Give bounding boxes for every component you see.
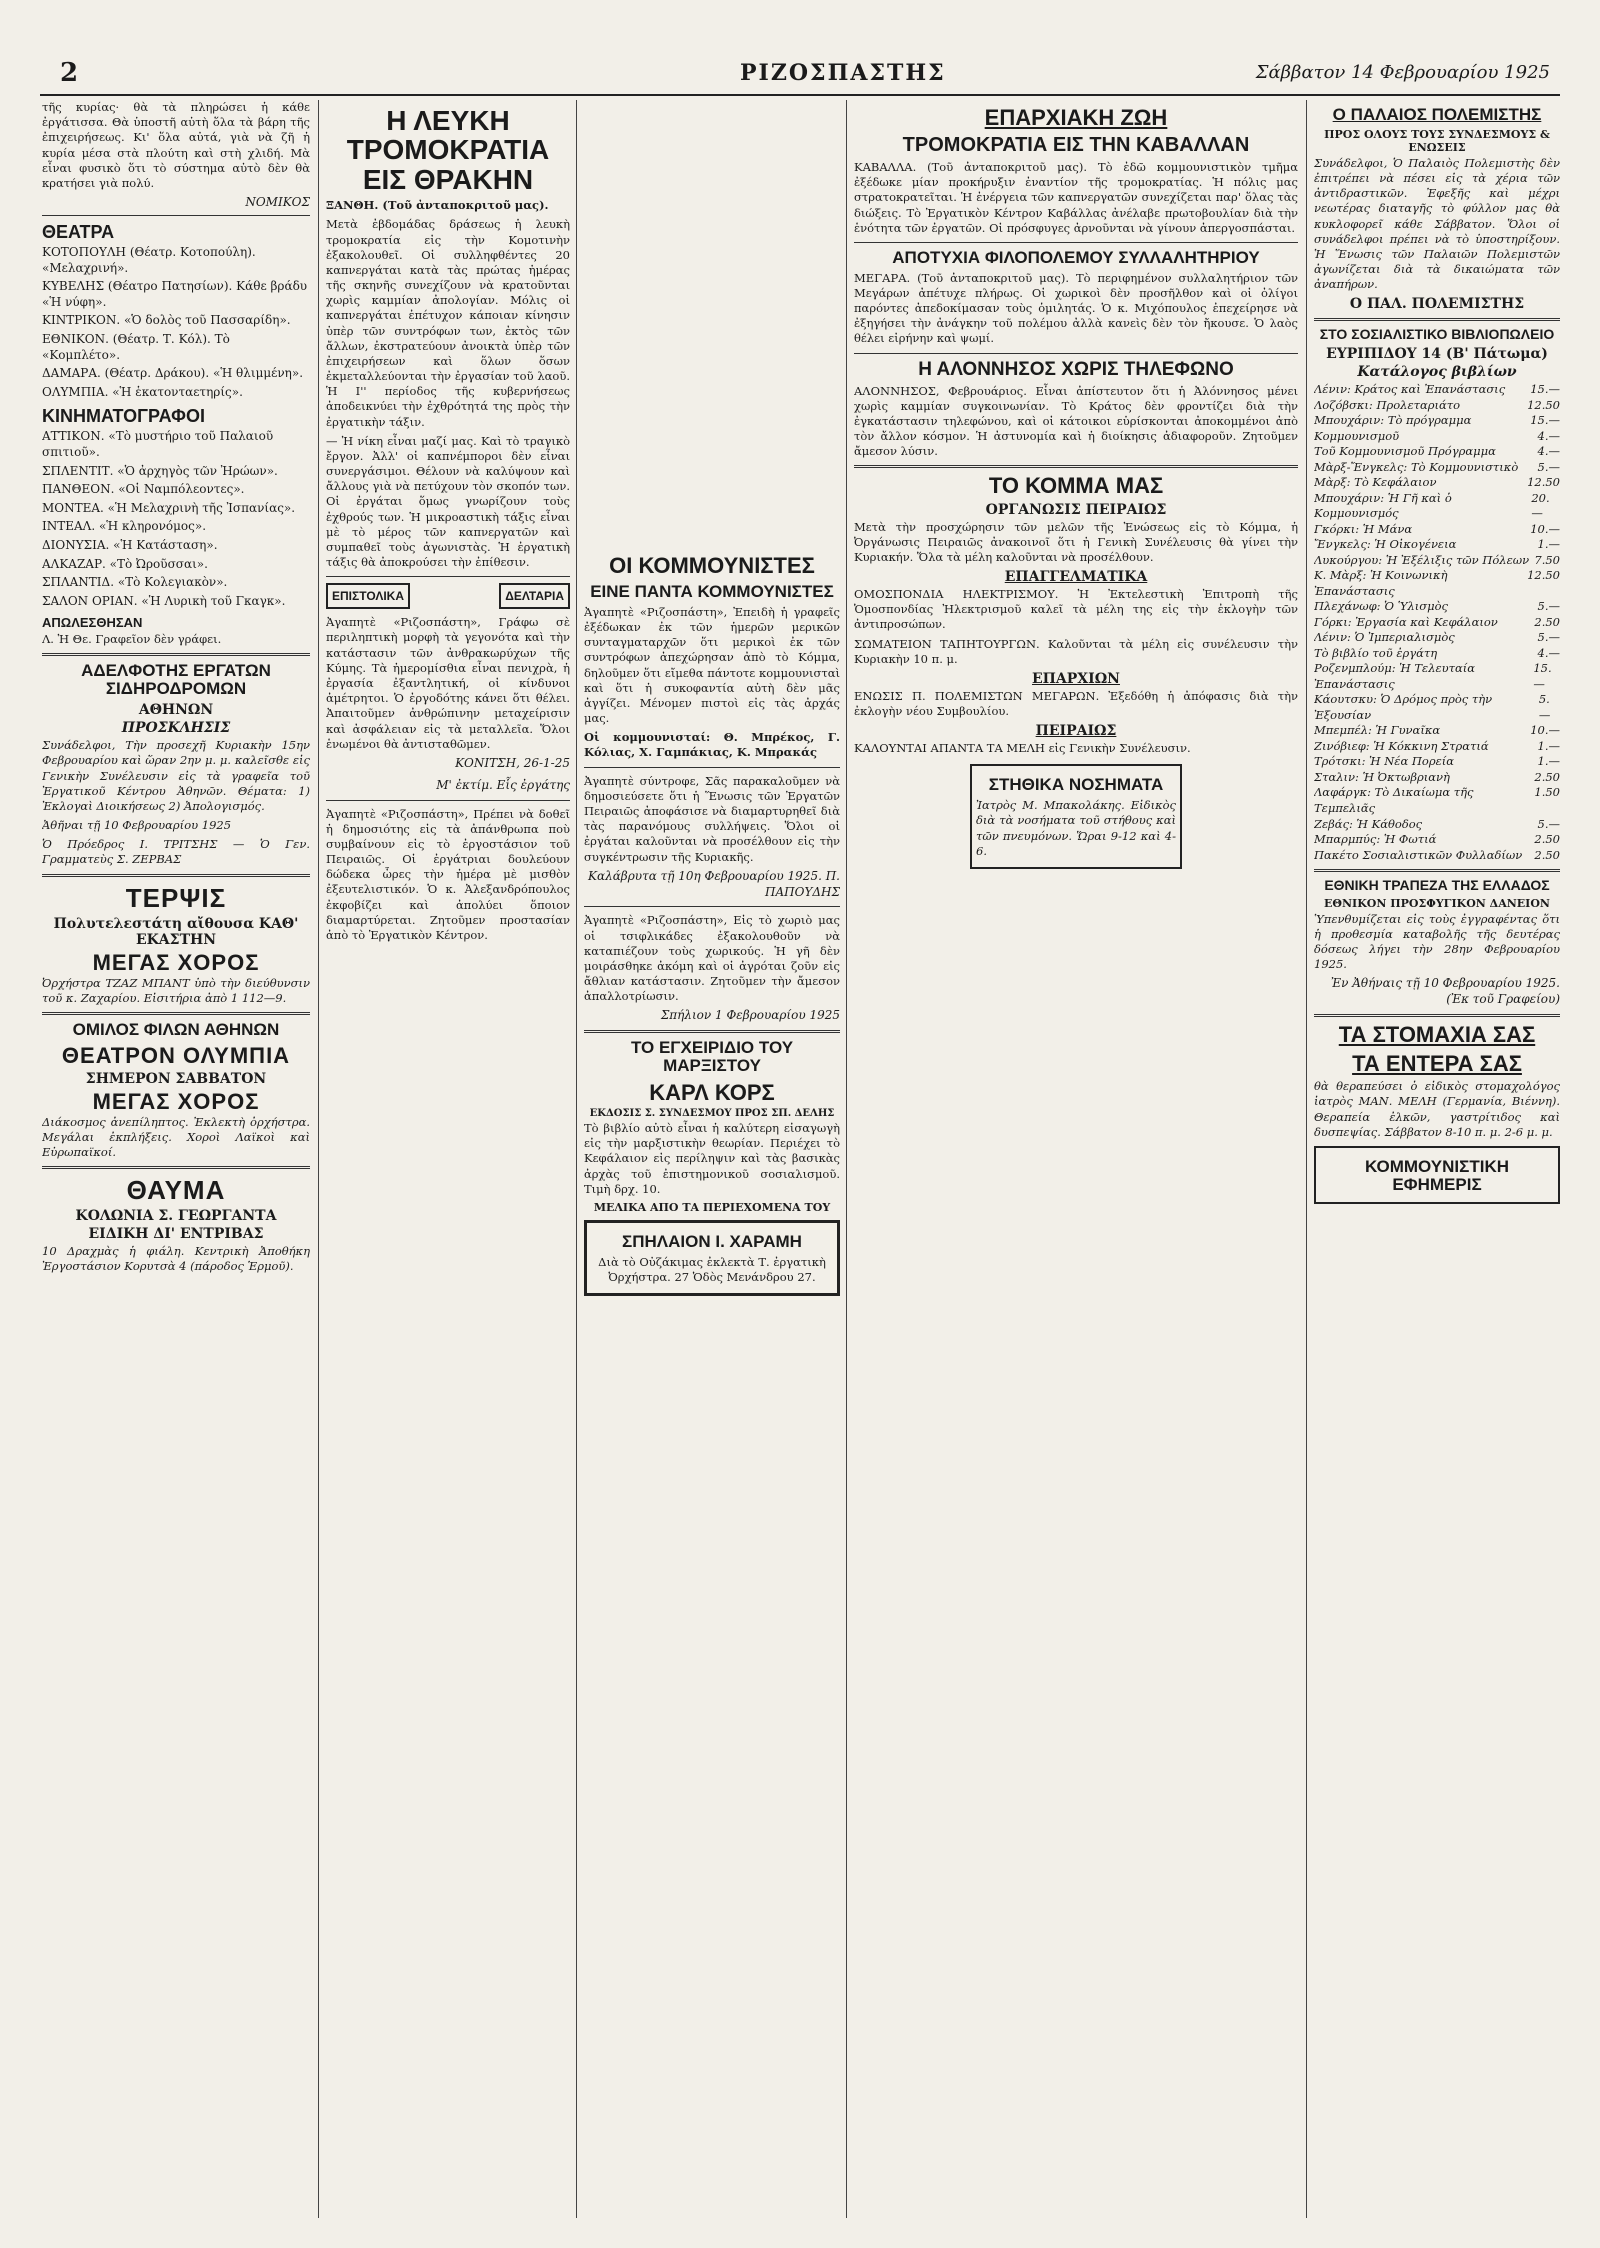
chest-diseases-text: Ἰατρὸς Μ. Μπακολάκης. Εἰδικὸς διὰ τὰ νοσήματα τοῦ στήθους καὶ τῶν πνευμόνων. Ὥραι 9-12 καὶ 4-6. <box>976 798 1176 858</box>
issue-date: Σάββατον 14 Φεβρουαρίου 1925 <box>1255 62 1550 83</box>
olympia-title: ΘΕΑΤΡΟΝ ΟΛΥΜΠΙΑ <box>61 1042 291 1068</box>
dateline: ΞΑΝΘΗ. (Τοῦ ἀνταποκριτοῦ μας). <box>326 198 549 213</box>
lost-text: Λ. Ἡ Θε. Γραφεῖον δὲν γράφει. <box>42 632 222 647</box>
theater-item: ΚΥΒΕΛΗΣ (Θέατρο Πατησίων). Κάθε βράδυ «Ἡ νύφη». <box>42 279 308 309</box>
catalog-title: Κατάλογος βιβλίων <box>1357 364 1517 381</box>
divider <box>584 767 840 768</box>
olympia-ball: ΜΕΓΑΣ ΧΟΡΟΣ <box>92 1088 260 1114</box>
communists-text: Ἀγαπητὲ «Ριζοσπάστη», Ἐπειδὴ ἡ γραφεῖς ἐξέδωκαν ἐκ τῶν ἡμερῶν μερικῶν συνταγματαρχῶν ὅτι μερικοὶ ἐκ τῶν συντρόφων ἀπεχώρησαν ἀπὸ τὸ Κόμμα, δηλοῦμεν ὅτι εἴμεθα πάντοτε κομμουνισταὶ καὶ ὅτι ἡ συκοφαντία αὐτὴ δὲν μᾶς ἀγγίζει. Μένομεν πιστοὶ εἰς τὰς ἀρχάς μας. <box>584 604 840 726</box>
top-rule <box>40 94 1560 96</box>
union-invite: ΠΡΟΣΚΛΗΣΙΣ <box>121 720 231 737</box>
divider <box>1314 869 1560 872</box>
letters-header <box>326 583 570 609</box>
book-item: Μπεμπέλ: Ἡ Γυναῖκα 10.— <box>1314 723 1560 738</box>
party-text: Μετὰ τὴν προσχώρησιν τῶν μελῶν τῆς Ἑνώσεως εἰς τὸ Κόμμα, ἡ Ὀργάνωσις Πειραιῶς ἀνακοινοῖ ὅτι ἡ Γενικὴ Συνέλευσις θὰ γίνει τὴν Κυριακήν. Ὅλα τὰ μέλη καλοῦνται νὰ προσέλθουν. <box>854 519 1298 564</box>
column-1 <box>42 100 310 2218</box>
page-number: 2 <box>60 58 79 88</box>
divider <box>584 1030 840 1033</box>
marx-text: Τὸ βιβλίο αὐτὸ εἶναι ἡ καλύτερη εἰσαγωγὴ εἰς τὴν μαρξιστικὴν θεωρίαν. Περιέχει τὸ Κεφάλαιον εἰς περίληψιν καὶ τὰς βασικὰς ἀρχὰς τοῦ ἐπιστημονικοῦ σοσιαλισμοῦ. Τιμὴ δρχ. 10. <box>584 1120 840 1196</box>
letter-signature: Μ' ἐκτίμ. Εἷς ἐργάτης <box>436 777 570 792</box>
column-rule <box>576 100 577 2218</box>
bank-text: Ὑπενθυμίζεται εἰς τοὺς ἐγγραφέντας ὅτι ἡ προθεσμία καταβολῆς τῆς δευτέρας δόσεως λήγει τὴν 28ην Φεβρουαρίου 1925. <box>1314 911 1560 972</box>
terpsis-subtitle: Πολυτελεστάτη αἴθουσα ΚΑΘ' ΕΚΑΣΤΗΝ <box>53 915 299 948</box>
marx-title: ΤΟ ΕΓΧΕΙΡΙΔΙΟ ΤΟΥ ΜΑΡΞΙΣΤΟΥ <box>630 1038 794 1076</box>
letter-text: Ἀγαπητὲ «Ριζοσπάστη», Εἰς τὸ χωριὸ μας οἱ τσιφλικάδες ἐξακολουθοῦν νὰ καταπιέζουν τοὺς χωρικούς. Ἡ γῆ δὲν μοιράσθηκε ἀκόμη καὶ οἱ ἀγρόται ζοῦν εἰς ἄθλιαν κατάστασιν. Ζητοῦμεν τὴν ἄμεσον ἀπαλλοτρίωσιν. <box>584 913 840 1004</box>
book-item: Λυκούργου: Ἡ Ἐξέλιξις τῶν Πόλεων 7.50 <box>1314 552 1560 567</box>
book-item: Τὸ βιβλίο τοῦ ἐργάτη 4.— <box>1314 645 1560 660</box>
union-subtitle: ΑΘΗΝΩΝ <box>138 702 214 719</box>
cinema-item: ΔΙΟΝΥΣΙΑ. «Ἡ Κατάσταση». <box>42 537 218 552</box>
column-5 <box>1314 100 1560 2218</box>
book-item: Μπουχάριν: Τὸ πρόγραμμα 15.— <box>1314 413 1560 428</box>
communists-signatures: Οἱ κομμουνισταί: Θ. Μπρέκος, Γ. Κόλιας, Χ. Γαμπάκιας, Κ. Μπρακάς <box>584 730 840 760</box>
marx-author: ΚΑΡΛ ΚΟΡΣ <box>649 1079 775 1105</box>
union-title: ΑΔΕΛΦΟΤΗΣ ΕΡΓΑΤΩΝ ΣΙΔΗΡΟΔΡΟΜΩΝ <box>81 661 271 699</box>
chest-diseases-title: ΣΤΗΘΙΚΑ ΝΟΣΗΜΑΤΑ <box>988 775 1164 795</box>
marx-contents: ΜΕΛΙΚΑ ΑΠΟ ΤΑ ΠΕΡΙΕΧΟΜΕΝΑ ΤΟΥ <box>593 1200 831 1214</box>
column-3 <box>584 548 840 2218</box>
professional-heading: ΕΠΑΓΓΕΛΜΑΤΙΚΑ <box>1004 569 1148 586</box>
cards-label: ΔΕΛΤΑΡΙΑ <box>499 583 570 609</box>
book-item: Ζινόβιεφ: Ἡ Κόκκινη Στρατιά 1.— <box>1314 738 1560 753</box>
theater-item: ΔΑΜΑΡΑ. (Θέατρ. Δράκου). «Ἡ θλιμμένη». <box>42 366 304 381</box>
divider <box>42 1012 310 1015</box>
veterans-subtitle: ΠΡΟΣ ΟΛΟΥΣ ΤΟΥΣ ΣΥΝΔΕΣΜΟΥΣ & ΕΝΩΣΕΙΣ <box>1324 127 1550 154</box>
lost-heading: ΑΠΩΛΕΣΘΗΣΑΝ <box>42 615 143 631</box>
olympia-text: Διάκοσμος ἀνεπίληπτος. Ἐκλεκτὴ ὀρχήστρα. Μεγάλαι ἐκπλήξεις. Χοροὶ Λαϊκοὶ καὶ Εὐρωπαϊκοί. <box>42 1114 310 1160</box>
club-title: ΟΜΙΛΟΣ ΦΙΛΩΝ ΑΘΗΝΩΝ <box>72 1019 280 1039</box>
book-item: Λένιν: Κράτος καὶ Ἐπανάστασις 15.— <box>1314 382 1560 397</box>
stomach-title: ΤΑ ΣΤΟΜΑΧΙΑ ΣΑΣ <box>1338 1022 1536 1048</box>
bank-signature: Ἐν Ἀθήναις τῇ 10 Φεβρουαρίου 1925. (Ἐκ τοῦ Γραφείου) <box>1330 976 1560 1007</box>
divider <box>326 576 570 577</box>
divider <box>854 353 1298 354</box>
petition-text: Ἀγαπητὲ σύντροφε, Σᾶς παρακαλοῦμεν νὰ δημοσιεύσετε ὅτι ἡ Ἕνωσις τῶν Ἐργατῶν Πειραιῶς ἀποφάσισε νὰ διαμαρτυρηθεῖ διὰ τὰς παρανόμους συλλήψεις. Ὅλοι οἱ ἐργάται καλοῦνται νὰ προσέλθουν εἰς τὴν συγκέντρωσιν τῆς Κυριακῆς. <box>584 773 840 864</box>
divider <box>42 653 310 656</box>
divider <box>326 800 570 801</box>
article-body: Μετὰ ἐβδομάδας δράσεως ἡ λευκὴ τρομοκρατία εἰς τὴν Κομοτινὴν ἐξακολουθεῖ. Οἱ συλληφθέντες 20 καπνεργάται κατὰ τὰς πρώτας ἡμέρας τῆς σκηνῆς συνεχίζουν νὰ κρατοῦνται χωρὶς καμμίαν ἀπολογίαν. Μόλις οἱ καπνεργάται ἐπέτυχον κάποιαν κίνησιν ὑπὲρ τῶν συντρόφων των, ἐκτὸς τῶν ἄλλων, ἐκστρατεύουν ἀνοικτὰ ὑπὲρ τῶν ἐπιχειρήσεων καὶ ὅλων ὅσων ἐκμεταλλεύονται τὴν ἐργασίαν τοῦ λαοῦ. Ἡ Ι'' περίοδος τῆς κυβερνήσεως ἀποδεικνύει τὴν ἐχθρότητά της πρὸς τὴν ἐργατικὴν τάξιν. <box>326 217 570 429</box>
bottom-box-title: ΚΟΜΜΟΥΝΙΣΤΙΚΗ ΕΦΗΜΕΡΙΣ <box>1365 1156 1509 1194</box>
column-4 <box>854 100 1298 2218</box>
letter-signature: Σπήλιον 1 Φεβρουαρίου 1925 <box>660 1008 840 1023</box>
party-subtitle: ΟΡΓΑΝΩΣΙΣ ΠΕΙΡΑΙΩΣ <box>985 501 1167 518</box>
professional-text: ΟΜΟΣΠΟΝΔΙΑ ΗΛΕΚΤΡΙΣΜΟΥ. Ἡ Ἐκτελεστικὴ Ἐπιτροπὴ τῆς Ὁμοσπονδίας Ἠλεκτρισμοῦ καλεῖ τὰ μέλη της εἰς τὴν ἐκλογὴν τῶν ἀντιπροσώπων. <box>854 587 1298 632</box>
book-item: Μὰρξ: Τὸ Κεφάλαιον 12.50 <box>1314 475 1560 490</box>
book-item: Λένιν: Ὁ Ἰμπεριαλισμὸς 5.— <box>1314 630 1560 645</box>
letter-text-2: Ἀγαπητὲ «Ριζοσπάστη», Πρέπει νὰ δοθεῖ ἡ δημοσιότης εἰς τὰ ἀπάνθρωπα ποὺ συμβαίνουν εἰς τὸ ἐργοστάσιον τοῦ Πειραιῶς. Οἱ ἐργάτριαι δουλεύουν δώδεκα ὧρες τὴν ἡμέρα μὲ μισθὸν ἐξευτελιστικόν. Ὁ κ. Ἀλεξανδρόπουλος ἐκφοβίζει καὶ ἀπολύει ὅποιον διαμαρτύρεται. Ζητοῦμεν προστασίαν ἀπὸ τὸ Ἐργατικὸν Κέντρον. <box>326 806 570 942</box>
letter-place: ΚΟΝΙΤΣΗ, 26-1-25 <box>455 755 570 770</box>
divider <box>1314 1014 1560 1017</box>
paper-name: ΡΙΖΟΣΠΑΣΤΗΣ <box>740 60 946 86</box>
lead-signature: ΝΟΜΙΚΟΣ <box>245 195 310 210</box>
book-item: Ροζενμπλούμ: Ἡ Τελευταία Ἐπανάστασις 15.— <box>1314 661 1552 691</box>
cinema-item: ΑΛΚΑΖΑΡ. «Τὸ Ὠροῦσσαι». <box>42 556 208 571</box>
book-item: Κάουτσκυ: Ὁ Δρόμος πρὸς τὴν Ἐξουσίαν 5.— <box>1314 692 1551 722</box>
party-title: ΤΟ ΚΟΜΜΑ ΜΑΣ <box>988 473 1164 499</box>
column-rule <box>1306 100 1307 2218</box>
divider <box>42 215 310 216</box>
veterans-title: Ο ΠΑΛΑΙΟΣ ΠΟΛΕΜΙΣΤΗΣ <box>1332 105 1542 124</box>
failure-text: ΜΕΓΑΡΑ. (Τοῦ ἀνταποκριτοῦ μας). Τὸ περιφημένον συλλαλητήριον τῶν Μεγάρων ἀπέτυχε πλήρως. Οἱ χωρικοὶ δὲν προσῆλθον καὶ οἱ ὀλίγοι παρόντες ἀπεδοκίμασαν τοὺς ὁμιλητάς. Ὁ κ. Μιχόπουλος ἐπεχείρησε νὰ ἐξηγήσει τὴν ἀνάγκην τοῦ πολέμου ἀλλὰ κανεὶς δὲν τὸν ἤκουσε. Ὁ λαὸς θέλει εἰρήνην καὶ ψωμί. <box>854 270 1298 346</box>
cinema-item: ΣΠΛΑΝΤΙΔ. «Τὸ Κολεγιακὸν». <box>42 575 228 590</box>
divider <box>1314 318 1560 321</box>
spilaion-text: Διὰ τὸ Οὐζάκιμας ἐκλεκτὰ Τ. ἐργατικὴ Ὀρχήστρα. 27 Ὁδὸς Μενάνδρου 27. <box>598 1254 826 1284</box>
book-item: Λοζόβσκι: Προλεταριάτο 12.50 <box>1314 397 1560 412</box>
book-item: Μὰρξ-Ἔνγκελς: Τὸ Κομμουνιστικὸ 5.— <box>1314 459 1560 474</box>
alonissos-headline: Η ΑΛΟΝΝΗΣΟΣ ΧΩΡΙΣ ΤΗΛΕΦΩΝΟ <box>918 358 1234 380</box>
book-item: Σταλιν: Ἡ Ὀκτωβριανὴ 2.50 <box>1314 769 1560 784</box>
provinces-heading: ΕΠΑΡΧΙΩΝ <box>1032 670 1120 687</box>
terpsis-text: Ὀρχήστρα ΤΖΑΖ ΜΠΑΝΤ ὑπὸ τὴν διεύθυνσιν τοῦ κ. Ζαχαρίου. Εἰσιτήρια ἀπὸ 1 112—9. <box>42 975 310 1005</box>
theater-item: ΟΛΥΜΠΙΑ. «Ἡ ἑκατονταετηρίς». <box>42 384 243 399</box>
book-item: Πλεχάνωφ: Ὁ Ὑλισμὸς 5.— <box>1314 599 1560 614</box>
headline-white-terror: Η ΛΕΥΚΗ ΤΡΟΜΟΚΡΑΤΙΑ ΕΙΣ ΘΡΑΚΗΝ <box>346 105 550 195</box>
lead-article-text: τῆς κυρίας· θὰ τὰ πληρώσει ἡ κάθε ἐργάτισσα. Θὰ ὑποστῆ αὐτὴ ὅλα τὰ βάρη τῆς ἐπιχειρήσεως. Κι' ὅλα αὐτά, γιὰ νὰ ζῆ ἡ κυρία μέσα στὰ πλούτη καὶ στὴ χλιδή. Μὰ εἶναι φυσικὸ ὅτι τὸ σύστημα αὐτὸ δὲν θὰ κρατήσει γιὰ πολύ. <box>42 100 310 190</box>
column-2 <box>326 100 570 2218</box>
book-item: Γκόρκι: Ἡ Μάνα 10.— <box>1314 521 1560 536</box>
veterans-text: Συνάδελφοι, Ὁ Παλαιὸς Πολεμιστὴς δὲν ἐπιτρέπει νὰ πέσει εἰς τὰ χέρια τῶν ἀντιδραστικῶν. Ἐφεξῆς καὶ μέχρι νεωτέρας διαταγῆς τὸ φύλλον μας θὰ κυκλοφορεῖ κάθε Σάββατον. Ὅλοι οἱ συνάδελφοι πρέπει νὰ τὸ ὑποστηρίξουν. Ἡ Ἕνωσις τῶν Παλαιῶν Πολεμιστῶν ἀγωνίζεται διὰ τὰ δικαιώματα τῶν ἀναπήρων. <box>1314 155 1560 292</box>
book-item: Κομμουνισμοῦ 4.— <box>1314 428 1560 443</box>
cinema-list <box>42 429 310 609</box>
book-item: Λαφάργκ: Τὸ Δικαίωμα τῆς Τεμπελιᾶς 1.50 <box>1314 785 1560 815</box>
book-item: Πακέτο Σοσιαλιστικῶν Φυλλαδίων 2.50 <box>1314 847 1560 862</box>
divider <box>42 1166 310 1169</box>
failure-headline: ΑΠΟΤΥΧΙΑ ΦΙΛΟΠΟΛΕΜΟΥ ΣΥΛΛΑΛΗΤΗΡΙΟΥ <box>892 247 1260 267</box>
carpet-union-text: ΣΩΜΑΤΕΙΟΝ ΤΑΠΗΤΟΥΡΓΩΝ. Καλοῦνται τὰ μέλη εἰς συνέλευσιν τὴν Κυριακὴν 10 π. μ. <box>854 636 1298 666</box>
stomach-text: θὰ θεραπεύσει ὁ εἰδικὸς στομαχολόγος ἰατρὸς ΜΑΝ. ΜΕΛΗ (Γερμανία, Βιέννη). Θεραπεία ἐλκῶν, γαστρίτιδος καὶ δυσπεψίας. Σάββατον 8-10 π. μ. 2-6 μ. μ. <box>1314 1079 1560 1139</box>
theaters-heading: ΘΕΑΤΡΑ <box>42 222 115 243</box>
book-item: Μπουχάριν: Ἡ Γῆ καὶ ὁ Κομμουνισμός 20.— <box>1314 490 1550 521</box>
divider <box>854 242 1298 243</box>
book-list <box>1314 382 1560 863</box>
piraeus-heading: ΠΕΙΡΑΙΩΣ <box>1035 723 1117 740</box>
terpsis-ball: ΜΕΓΑΣ ΧΟΡΟΣ <box>92 949 260 975</box>
theater-item: ΚΟΤΟΠΟΥΛΗ (Θέατρ. Κοτοπούλη). «Μελαχρινή». <box>42 245 256 275</box>
bookshop-address: ΕΥΡΙΠΙΔΟΥ 14 (Β' Πάτωμα) <box>1326 346 1548 363</box>
column-rule <box>846 100 847 2218</box>
letters-label: ΕΠΙΣΤΟΛΙΚΑ <box>326 583 410 609</box>
alonissos-text: ΑΛΟΝΝΗΣΟΣ, Φεβρουάριος. Εἶναι ἀπίστευτον ὅτι ἡ Ἀλόννησος μένει χωρὶς καμμίαν συγκοινωνίαν. Τὸ Κράτος δὲν φροντίζει διὰ τὴν ἐγκατάστασιν τηλεφώνου, καὶ οἱ κάτοικοι εὑρίσκονται ἀποκομμένοι ἀπὸ τὸν ἄλλον κόσμον. Ἡ ἀστυνομία καὶ ἡ διοίκησις ἀδιαφοροῦν. Ζητοῦμεν ἄμεσον λύσιν. <box>854 383 1298 459</box>
thavma-text: 10 Δραχμὰς ἡ φιάλη. Κεντρικὴ Ἀποθήκη Ἐργοστάσιον Κορυτσὰ 4 (πάροδος Ἑρμοῦ). <box>42 1244 310 1274</box>
spilaion-ad <box>584 1220 840 1296</box>
book-item: Τοῦ Κομμουνισμοῦ Πρόγραμμα 4.— <box>1314 444 1560 459</box>
cinema-item: ΜΟΝΤΕΑ. «Ἡ Μελαχρινὴ τῆς Ἰσπανίας». <box>42 500 296 515</box>
kavala-headline: ΤΡΟΜΟΚΡΑΤΙΑ ΕΙΣ ΤΗΝ ΚΑΒΑΛΛΑΝ <box>902 134 1250 157</box>
olympia-subtitle: ΣΗΜΕΡΟΝ ΣΑΒΒΑΤΟΝ <box>85 1070 267 1087</box>
cinema-item: ΠΑΝΘΕΟΝ. «Οἱ Ναμπόλεοντες». <box>42 482 245 497</box>
communists-title: ΟΙ ΚΟΜΜΟΥΝΙΣΤΕΣ <box>609 553 815 578</box>
divider <box>42 874 310 877</box>
column-rule <box>318 100 319 2218</box>
section-provincial-life: ΕΠΑΡΧΙΑΚΗ ΖΩΗ <box>984 105 1168 130</box>
piraeus-text: ΚΑΛΟΥΝΤΑΙ ΑΠΑΝΤΑ ΤΑ ΜΕΛΗ εἰς Γενικὴν Συνέλευσιν. <box>854 741 1191 756</box>
terpsis-title: ΤΕΡΨΙΣ <box>125 882 227 913</box>
petition-signature: Καλάβρυτα τῇ 10η Φεβρουαρίου 1925. Π. ΠΑΠΟΥΔΗΣ <box>588 868 840 899</box>
bottom-box <box>1314 1146 1560 1204</box>
theater-item: ΚΙΝΤΡΙΚΟΝ. «Ὁ δολὸς τοῦ Πασσαρίδη». <box>42 313 291 328</box>
cinema-item: ΑΤΤΙΚΟΝ. «Τὸ μυστήριο τοῦ Παλαιοῦ σπιτιοῦ». <box>42 429 274 459</box>
union-date: Ἀθῆναι τῇ 10 Φεβρουαρίου 1925 <box>42 818 232 833</box>
theater-list <box>42 245 310 400</box>
book-item: Ζεβάς: Ἡ Κάθοδος 5.— <box>1314 816 1560 831</box>
book-item: Μπαρμπύς: Ἡ Φωτιά 2.50 <box>1314 832 1560 847</box>
cinemas-heading: ΚΙΝΗΜΑΤΟΓΡΑΦΟΙ <box>42 406 205 427</box>
bank-subtitle: ΕΘΝΙΚΟΝ ΠΡΟΣΦΥΓΙΚΟΝ ΔΑΝΕΙΟΝ <box>1324 896 1550 910</box>
bank-title: ΕΘΝΙΚΗ ΤΡΑΠΕΖΑ ΤΗΣ ΕΛΛΑΔΟΣ <box>1324 877 1550 894</box>
union-signatures: Ὁ Πρόεδρος Ι. ΤΡΙΤΣΗΣ — Ὁ Γεν. Γραμματεὺς Σ. ΖΕΡΒΑΣ <box>42 837 310 867</box>
divider <box>854 465 1298 468</box>
chest-diseases-ad <box>970 764 1182 869</box>
spilaion-title: ΣΠΗΛΑΙΟΝ Ι. ΧΑΡΑΜΗ <box>622 1231 802 1251</box>
veterans-footer: Ο ΠΑΛ. ΠΟΛΕΜΙΣΤΗΣ <box>1349 296 1525 313</box>
book-item: Ἔνγκελς: Ἡ Οἰκογένεια 1.— <box>1314 537 1560 552</box>
thavma-title: ΘΑΥΜΑ <box>126 1175 226 1206</box>
letter-text: Ἀγαπητὲ «Ριζοσπάστη», Γράφω σὲ περιληπτικὴ μορφὴ τὰ γεγονότα καὶ τὴν κατάστασιν τῶν ἀνθρακωρύχων τῆς Κύμης. Τὰ ἡμερομίσθια εἶναι πενιχρὰ, ἡ ἐργασία ἐξαντλητική, οἱ κίνδυνοι ἀμέτρητοι. Ὁ ἐργοδότης κάνει ὅτι θέλει. Ἀπαιτοῦμεν ἀνθρώπινην μεταχείρισιν καὶ ἀσφάλειαν εἰς τὰ μεταλλεῖα. Ὅλοι ἑνωμένοι θὰ ἀντισταθῶμεν. <box>326 615 570 751</box>
theater-item: ΕΘΝΙΚΟΝ. (Θέατρ. Τ. Κόλ). Τὸ «Κομπλέτο». <box>42 332 230 362</box>
thavma-subtitle-2: ΕΙΔΙΚΗ ΔΙ' ΕΝΤΡΙΒΑΣ <box>88 1226 264 1243</box>
cinema-item: ΣΠΛΕΝΤΙΤ. «Ὁ ἀρχηγὸς τῶν Ἠρώων». <box>42 463 278 478</box>
marx-publisher: ΕΚΔΟΣΙΣ Σ. ΣΥΝΔΕΣΜΟΥ ΠΡΟΣ ΣΠ. ΔΕΛΗΣ <box>589 1107 835 1119</box>
bookshop-title: ΣΤΟ ΣΟΣΙΑΛΙΣΤΙΚΟ ΒΙΒΛΙΟΠΩΛΕΙΟ <box>1319 326 1555 343</box>
book-item: Κ. Μὰρξ: Ἡ Κοινωνικὴ Ἐπανάστασις 12.50 <box>1314 568 1560 598</box>
article-body-2: — Ἡ νίκη εἶναι μαζί μας. Καὶ τὸ τραγικὸ ἔργον. Ἀλλ' οἱ καπνέμποροι δὲν εἶναι συνεργάσιμοι. Θέλουν νὰ καλύψουν καὶ ἄλλους γιὰ νὰ πετύχουν τὸν σκοπόν των. Οἱ ἐργάται ὅμως γνωρίζουν τοὺς ἐχθρούς των. Ἡ μικροαστικὴ τάξις εἶναι μὲ τὸ μέρος τῶν καπνεργατῶν καὶ συμπαθεῖ τοὺς ἀγωνιστὰς. Ἡ ἐργατικὴ τάξις θὰ ἀποκρούσει τὴν ἐπίθεσιν. <box>326 433 570 570</box>
kavala-text: ΚΑΒΑΛΛΑ. (Τοῦ ἀνταποκριτοῦ μας). Τὸ ἐδῶ κομμουνιστικὸν τμῆμα ἐξέδωκε μίαν προκήρυξιν ἐναντίον τῆς τρομοκρατίας. Ἡ πόλις μας στρατοκρατεῖται. Ἡ ἐνέργεια τῶν καπνεργατῶν συνεχίζεται παρ' ὅλας τὰς διώξεις. Τὸ Ἐργατικὸν Κέντρον Καβάλλας ἀνέλαβε πρωτοβουλίαν διὰ τὴν ἑνότητα τῶν ἐργατῶν. Οἱ πρόσφυγες ἀρνοῦνται νὰ γίνουν ἀπεργοσπάσται. <box>854 160 1298 235</box>
thavma-subtitle: ΚΟΛΩΝΙΑ Σ. ΓΕΩΡΓΑΝΤΑ <box>75 1208 277 1225</box>
provinces-text: ΕΝΩΣΙΣ Π. ΠΟΛΕΜΙΣΤΩΝ ΜΕΓΑΡΩΝ. Ἐξεδόθη ἡ ἀπόφασις διὰ τὴν ἐκλογὴν νέου Συμβουλίου. <box>854 688 1298 719</box>
cinema-item: ΙΝΤΕΑΛ. «Ἡ κληρονόμος». <box>42 519 207 534</box>
union-text: Συνάδελφοι, Τὴν προσεχῆ Κυριακὴν 15ην Φεβρουαρίου καὶ ὥραν 2ην μ. μ. καλεῖσθε εἰς Γενικὴν Συνέλευσιν εἰς τὰ γραφεῖα τοῦ Ἐργατικοῦ Κέντρου Ἀθηνῶν. Θέματα: 1) Ἐκλογαὶ Διοικήσεως 2) Ἀπολογισμός. <box>42 738 310 813</box>
communists-subtitle: ΕΙΝΕ ΠΑΝΤΑ ΚΟΜΜΟΥΝΙΣΤΕΣ <box>590 582 834 602</box>
cinema-item: ΣΑΛΟΝ ΟΡΙΑΝ. «Ἡ Λυρικὴ τοῦ Γκαγκ». <box>42 593 286 608</box>
book-item: Γόρκι: Ἐργασία καὶ Κεφάλαιον 2.50 <box>1314 614 1560 629</box>
book-item: Τρότσκι: Ἡ Νέα Πορεία 1.— <box>1314 754 1560 769</box>
masthead <box>40 58 1560 86</box>
intestines-title: ΤΑ ΕΝΤΕΡΑ ΣΑΣ <box>1352 1051 1522 1077</box>
divider <box>584 906 840 907</box>
